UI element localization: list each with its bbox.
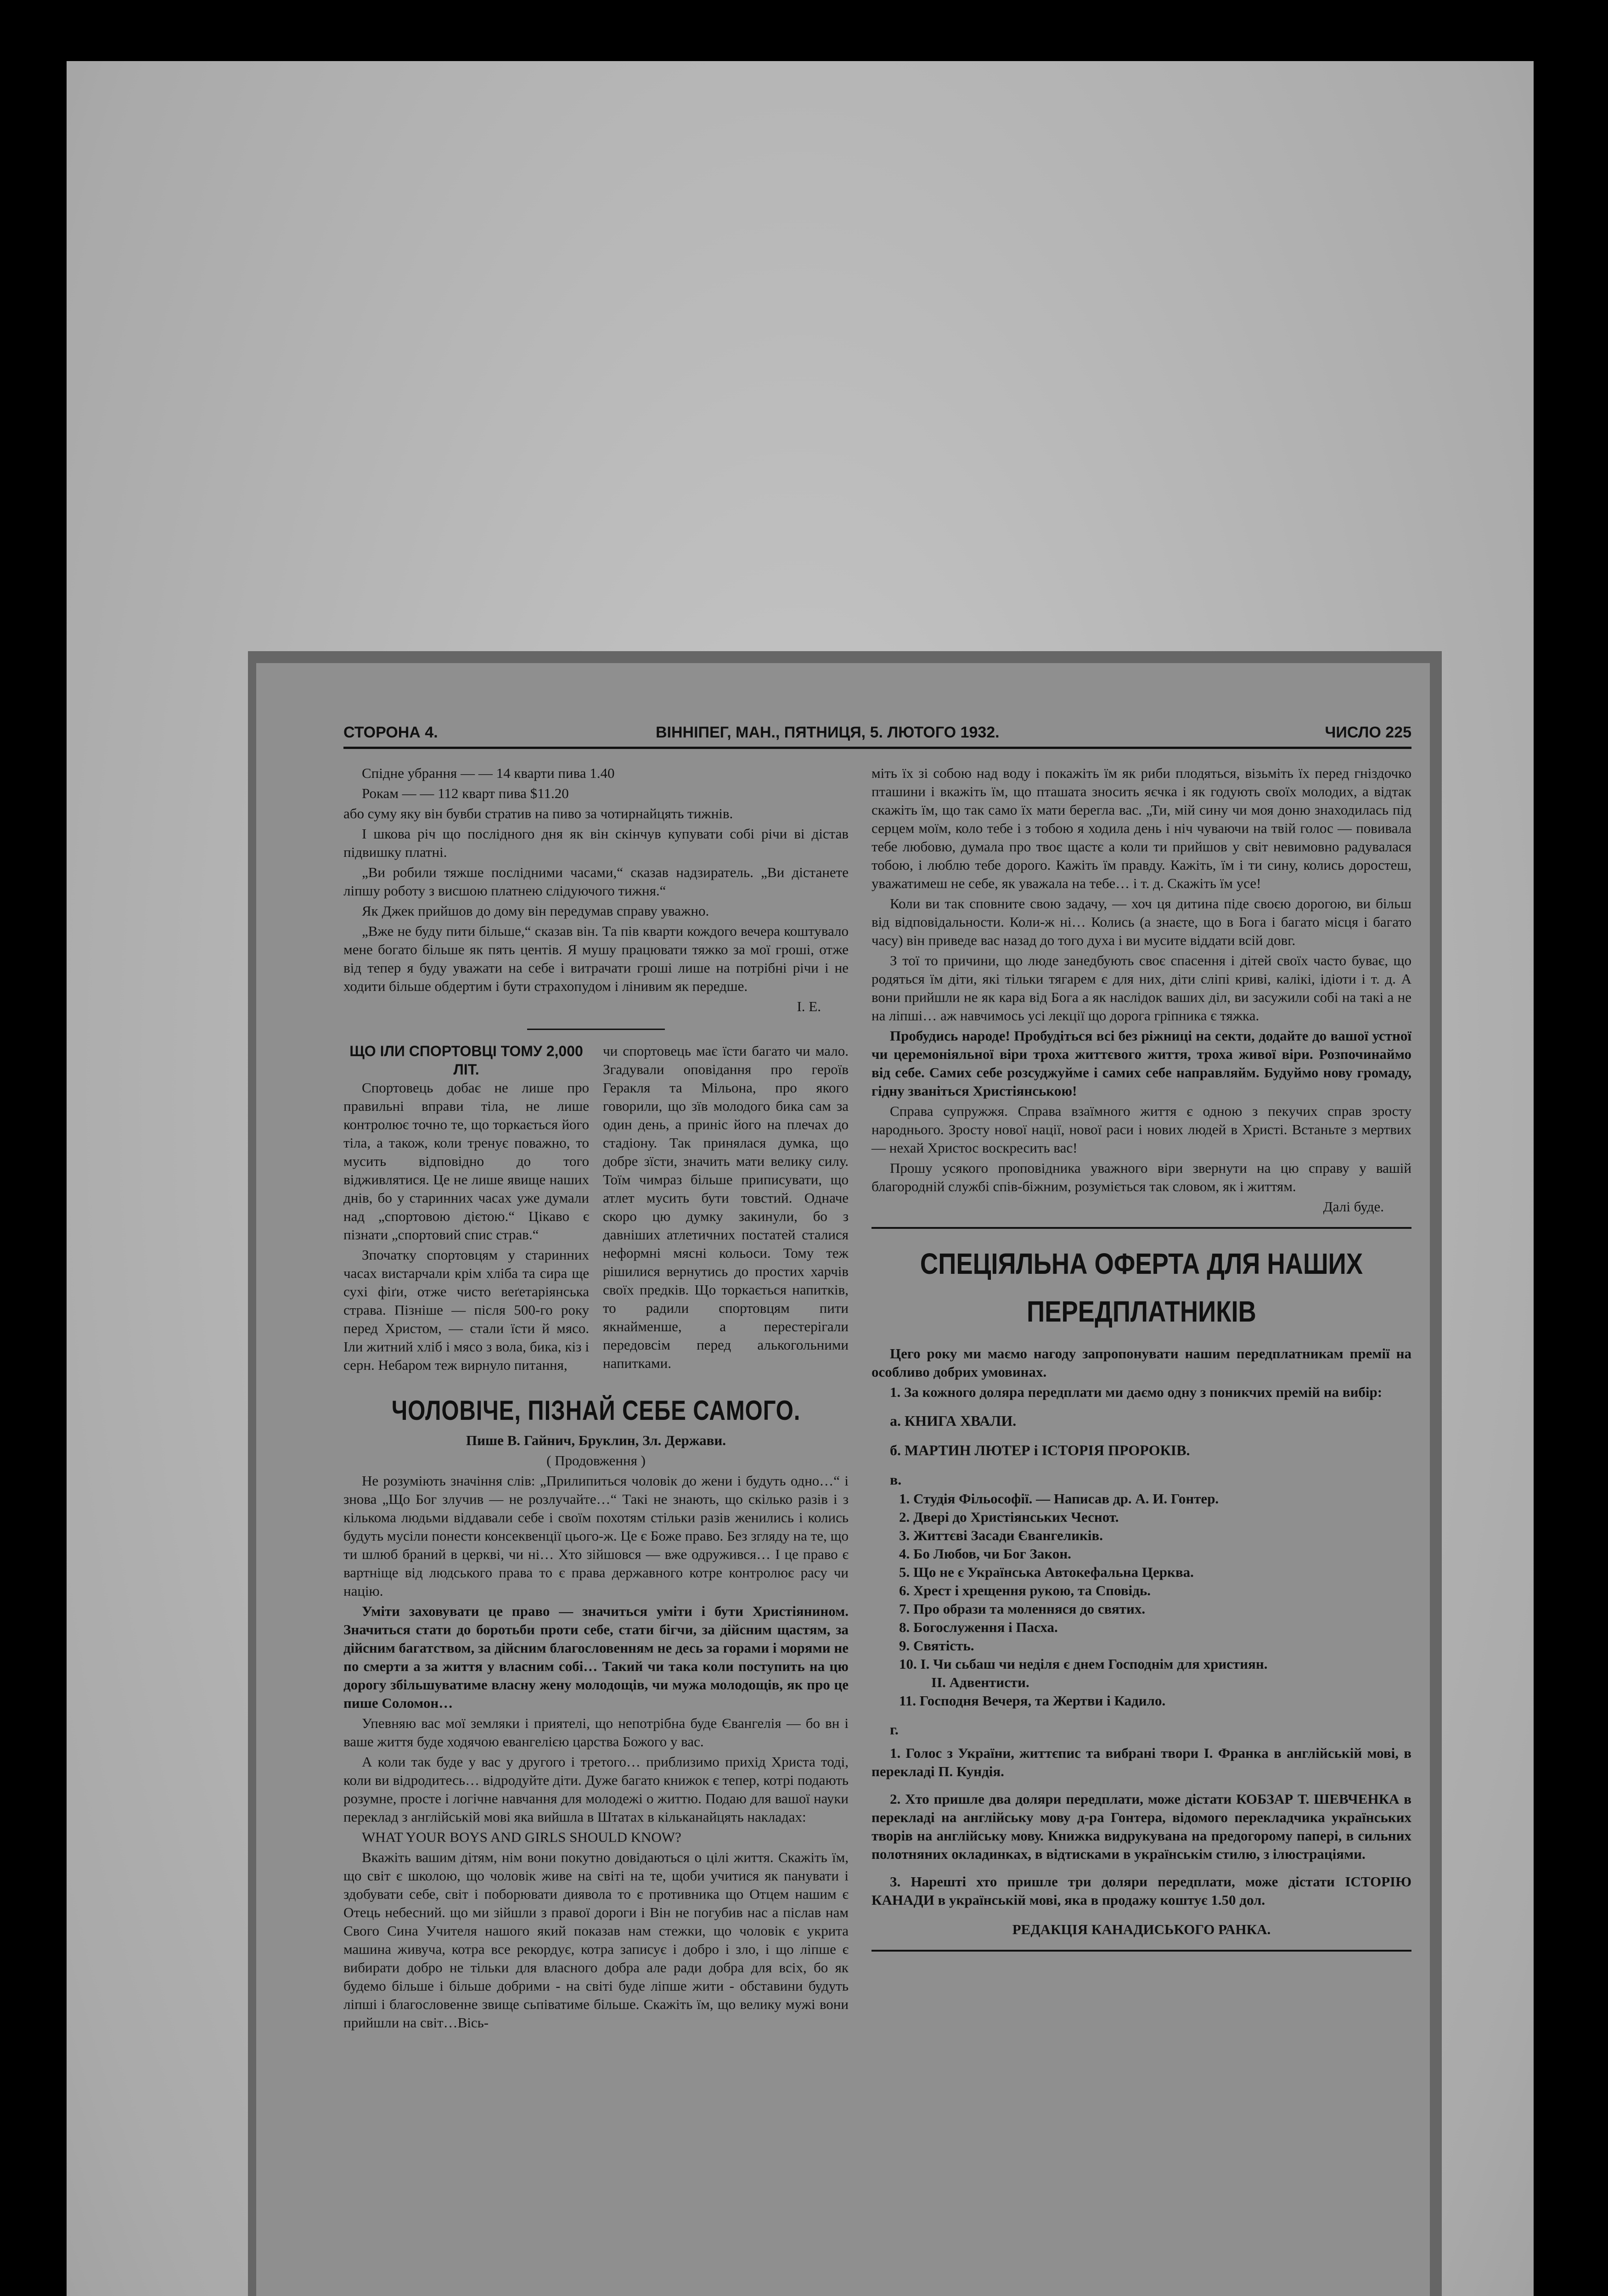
option-g: г. xyxy=(890,1721,899,1738)
sport-column-2 xyxy=(603,1042,849,1376)
offer-item: 3. Нарешті хто пришле три доляри передплати, може дістати ІСТОРІЮ КАНАДИ в українській мові, яка в продажу коштує 1.50 дол. xyxy=(871,1874,1411,1908)
list-item: 2. Двері до Христіянських Чеснот. xyxy=(899,1509,1119,1525)
paragraph: А коли так буде у вас у другого і третого… приблизимо прихід Христа тоді, коли ви відродитесь… відродуйте діти. Дуже багато книжок є тепер, котрі подають розумне, просте і логічне навчання для молодежі о життю. Подаю для вашої науки переклад з англійській мові яка вийшла в Штатах в кільканайцять накладах: xyxy=(343,1754,849,1825)
article-headline: ЧОЛОВІЧЕ, ПІЗНАЙ СЕБЕ САМОГО. xyxy=(391,1395,801,1426)
offer-intro: Цего року ми маємо нагоду запропонувати нашим передплатникам премії на особливо добрих умовинах. xyxy=(871,1345,1411,1380)
list-item: 6. Хрест і хрещення рукою, та Сповідь. xyxy=(899,1582,1151,1598)
paragraph: Уміти заховувати це право — значиться уміти і бути Христіянином. Значиться стати до боротьби проти себе, стати бігчи, за дійсним щастям, за дійсним багатством, за дійсним благословенням не десь за горами і морями не по смерти а за життя у власним собі… Такий чи така коли поступить на цю дорогу збільшуватиме власну жену молодощів, чи мужа молодощів, як про це пише Соломон… xyxy=(343,1603,849,1711)
newspaper-page xyxy=(256,663,1430,2296)
list-item: 5. Що не є Українська Автокефальна Церква. xyxy=(899,1564,1194,1580)
paragraph: Коли ви так сповните свою задачу, — хоч ця дитина піде своєю дорогою, ви більш від відповідальности. Коли-ж ні… Колись (а знаєте, що в Бога і багато місця і багато часу) він приведе вас назад до того духа і ви мусите віддати всій довг. xyxy=(871,895,1411,948)
issue-number: ЧИСЛО 225 xyxy=(1325,724,1411,741)
paragraph: З тої то причини, що люде занедбують своє спасення і дітей своїх часто буває, що родяться їм діти, які тільки тягарем є для них, діти сліпі криві, калікі, ідіоти і т. д. А вони прийшли не як кара від Бога а як наслідок ваших діл, ви засужили собі на такі а не на ліпші… аж навчимось усі лекції що дорога гріпника є тяжка. xyxy=(871,952,1411,1024)
offer-headline-line-2: ПЕРЕДПЛАТНИКІВ xyxy=(1027,1295,1256,1328)
list-item: ІІ. Адвентисти. xyxy=(931,1674,1029,1690)
paragraph: Спідне убрання — — 14 кварти пива 1.40 xyxy=(362,765,615,781)
offer-item: 2. Хто пришле два доляри передплати, може дістати КОБЗАР Т. ШЕВЧЕНКА в перекладі на англійську мову д-ра Гонтера, відомого перекладчика українських творів на англійську мову. Книжка видрукувана на предогорому папері, в сильних полотняних окладинках, в відтисками в українськім стилю, з ілюстраціями. xyxy=(871,1791,1411,1862)
offer-headline xyxy=(912,1240,1371,1335)
list-item: 11. Господня Вечеря, та Жертви і Кадило. xyxy=(899,1693,1166,1709)
list-item: 8. Богослуження і Пасха. xyxy=(899,1619,1058,1635)
sport-column-1 xyxy=(343,1042,589,1376)
list-item: 1. Студія Фільософії. — Написав др. А. И. Гонтер. xyxy=(899,1491,1219,1507)
continuation-note: ( Продовження ) xyxy=(546,1452,646,1469)
list-item: 3. Життєві Засади Євангеликів. xyxy=(899,1527,1103,1543)
divider xyxy=(871,1950,1411,1952)
paragraph: Вкажіть вашим дітям, нім вони покутно довідаються о цілі життя. Скажіть їм, що світ є школою, що чоловік живе на світі на те, щоби учитися як панувати і здобувати себе, світ і поборювати диявола то є противника що Отцем нашим є Отець небесний. що ми зійшли з правої дороги і Він не погубив нас а післав нам Свого Сина Учителя нашого який показав нам стежки, що чоловік є укрита машина живуча, котра все рекордує, котра записує і добро і зло, і що ліпше є вибирати добро не тільки для власного добра але ради добра для всіх, бо як будемо більше і більше добрими - на світі буде ліпше жити - обставини будуть ліпші і благословенне звище сьпіватиме більше. Скажіть їм, що велику мужі вони прийшли на світ…Вісь- xyxy=(343,1849,849,2031)
paragraph: міть їх зі собою над воду і покажіть їм як риби плодяться, візьміть їх перед гніздочко пташини і вкажіть їм, що пташата зносить яєчка і як годують своїх молодих, а відтак скажіть їм, що так само їх мати берегла вас. „Ти, мій сину чи моя доню знаходилась під серцем моїм, коло тебе і з тобою я ходила день і ніч чуваючи на твій голос — повивала тебе любовю, думала про твоє щастє а коли ти прийшов у світ невимовно радувалася тобою, і люблю тебе дорого. Кажіть їм правду. Кажіть, їм і ти сину, колись доростеш, уважатимеш не себе, як уважала на тебе… і т. д. Скажіть їм усе! xyxy=(871,765,1411,891)
right-column xyxy=(871,764,1411,1963)
sport-article xyxy=(343,1042,849,1376)
article-title: ЩО ІЛИ СПОРТОВЦІ ТОМУ 2,000 ЛІТ. xyxy=(349,1043,583,1078)
offer-item: 1. За кожного доляра передплати ми даємо одну з поникчих премій на вибір: xyxy=(890,1384,1383,1400)
english-title: WHAT YOUR BOYS AND GIRLS SHOULD KNOW? xyxy=(362,1829,681,1845)
list-item: 10. І. Чи cьбаш чи неділя є днем Господнім для християн. xyxy=(899,1656,1268,1672)
page-header xyxy=(343,724,1411,749)
paragraph: Як Джек прийшов до дому він передумав справу уважно. xyxy=(362,903,709,919)
paragraph: Рокам — — 112 кварт пива $11.20 xyxy=(362,785,569,801)
premium-list xyxy=(899,1490,1411,1710)
paragraph: Не розуміють значіння слів: „Прилипиться чоловік до жени і будуть одно…“ і знова „Що Бог злучив — не розлучайте…“ Такі не знають, що скілько разів і з кількома людьми віддавали себе і своїм похотям стільки разів женились і колись будуть мусіли понести консеквенції цього-ж. Це є Боже право. Без згляду на те, що ти шлюб браний в церкві, чи ні… Хто зійшовся — вже одружився… І це право є вартніще від людського права то є права державного котре контролює расу чи націю. xyxy=(343,1473,849,1599)
left-column xyxy=(343,764,849,2034)
list-item: 9. Святість. xyxy=(899,1638,974,1654)
page-number: СТОРОНА 4. xyxy=(343,724,438,741)
paragraph: „Вже не буду пити більше,“ сказав він. Та пів кварти кождого вечера коштувало мене богато більше як пять центів. Я мушу працювати тяжко за мої гроші, отже від тепер я буду уважати на себе і витрачати гроші лише на потрібні річи і не ходити більше обдертим і бути страхопудом і лінивим як передше. xyxy=(343,923,849,994)
divider xyxy=(871,1227,1411,1229)
paragraph: Спортовець добає не лише про правильні вправи тіла, не лише контролює точно те, що торкається його тіла, а також, коли тренує поважно, то мусить відповідно до того відживлятися. Це не лише явище наших днів, бо у старинних часах уже думали над „спортовою дієтою.“ Цікаво є пізнати „спортовий спис страв.“ xyxy=(343,1080,589,1243)
paragraph: Прошу усякого проповідника уважного віри звернути на цю справу у вашій благородній службі спів-біжним, розуміється так словом, як і життям. xyxy=(871,1160,1411,1194)
paragraph: „Ви робили тяжше послідними часами,“ сказав надзиратель. „Ви дістанете ліпшу роботу з висшою платнею слідуючого тижня.“ xyxy=(343,864,849,899)
offer-headline-line-1: СПЕЦІЯЛЬНА ОФЕРТА ДЛЯ НАШИХ xyxy=(920,1247,1363,1280)
list-item: 7. Про образи та моленняся до святих. xyxy=(899,1601,1146,1617)
paragraph: чи спортовець має їсти багато чи мало. Згадували оповідання про героїв Геракля та Мільона, про якого говорили, що зїв молодого бика сам за один день, а приніс його на плечах до стадіону. Так принялася думка, що добре зїсти, значить мати велику силу. Тоїм чимраз більше приписувати, що атлет мусить бути товстий. Одначе скоро цю думку закинули, бо з давніших атлетичних постатей сталися неформні мясні кольоси. Тому теж рішилися вернутись до простих харчів своїх предків. Що торкається напитків, то радили спортовцям пити якнайменше, а перестерігали передовсім перед алькогольними напитками. xyxy=(603,1043,849,1371)
paragraph: Справа супружжя. Справа взаїмного життя є одною з пекучих справ зросту народнього. Зросту нової нації, нової раси і нових людей в Христі. Встаньте з мертвих — нехай Христос воскресить вас! xyxy=(871,1103,1411,1156)
option-a: а. КНИГА ХВАЛИ. xyxy=(890,1412,1017,1429)
dateline: ВІННІПЕГ, МАН., ПЯТНИЦЯ, 5. ЛЮТОГО 1932. xyxy=(656,724,1000,741)
offer-item: 1. Голос з України, життєпис та вибрані твори І. Франка в англійській мові, в перекладі П. Кундія. xyxy=(871,1745,1411,1779)
byline: Пише В. Гайнич, Бруклин, Зл. Держави. xyxy=(466,1432,726,1448)
divider xyxy=(527,1029,665,1030)
offer-signature: РЕДАКЦІЯ КАНАДИСЬКОГО РАНКА. xyxy=(1012,1921,1271,1937)
paragraph: І шкова річ що послідного дня як він скінчув купувати собі річи ві дістав підвишку платні. xyxy=(343,826,849,860)
paragraph: Упевняю вас мої земляки і приятелі, що непотрібна буде Євангелія — бо вн і ваше життя буде ходячою евангелією царства Божого у вас. xyxy=(343,1715,849,1750)
option-b: б. МАРТИН ЛЮТЕР і ІСТОРІЯ ПРОРОКІВ. xyxy=(890,1442,1190,1458)
paragraph: Зпочатку спортовцям у старинних часах вистарчали крім хліба та сира ще сухі фіґи, отже чисто веґетаріянська страва. Пізніше — після 500-го року перед Христом, — стали їсти й мясо. Іли житний хліб і мясо з вола, бика, кіз і серн. Небаром теж вирнуло питання, xyxy=(343,1247,589,1373)
signature: І. Е. xyxy=(797,998,821,1014)
paragraph: або суму яку він бувби стратив на пиво за чотирнайцять тижнів. xyxy=(343,805,733,822)
paragraph: Пробудись народе! Пробудіться всі без ріжниці на секти, додайте до вашої устної чи церемоніяльної віри троха життєвого життя, троха живої віри. Розпочинаймо від себе. Самих себе розсуджуйме і самих себе направляйм. Будуймо нову громаду, гідну званіться Христіянською! xyxy=(871,1028,1411,1099)
option-v: в. xyxy=(890,1471,902,1488)
list-item: 4. Бо Любов, чи Бог Закон. xyxy=(899,1546,1071,1562)
signature: Далі буде. xyxy=(1323,1199,1384,1215)
